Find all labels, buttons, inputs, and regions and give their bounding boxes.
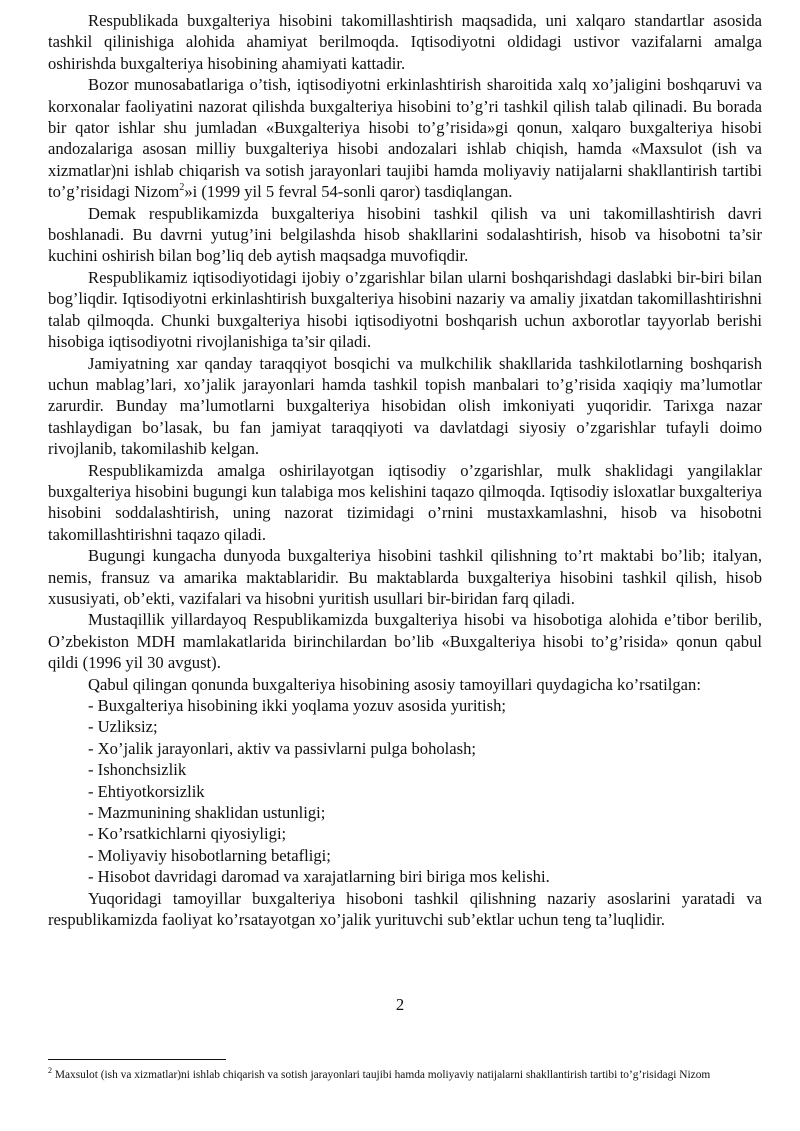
list-item: - Ko’rsatkichlarni qiyosiyligi; <box>88 824 287 844</box>
paragraph-text-continued: »i (1999 yil 5 fevral 54-sonli qaror) tasdiqlangan. <box>184 182 513 202</box>
list-item: - Buxgalteriya hisobining ikki yoqlama yozuv asosida yuritish; <box>88 696 507 715</box>
paragraph-market-transition <box>48 74 762 202</box>
list-item: - Moliyaviy hisobotlarning betafligi; <box>88 845 331 865</box>
list-item: - Uzliksiz; <box>88 717 158 737</box>
paragraph-economy: Respublikamiz iqtisodiyotidagi ijobiy o’zgarishlar bilan ularni boshqarishdagi daslabki bir-biri bilan bog’liqdir. Iqtisodiyotni erkinlashtirish buxgalteriya hisobini nazariy va amaliy jixatdan takomillashtirishni talab qilmoqda. Chunki buxgalteriya hisobi iqtisodiyotni boshqarish uchun axborotlar tayyorlab berishi hisobiga iqtisodiyotni rivojlanishiga ta’sir qiladi. <box>48 267 762 352</box>
paragraph-schools: Bugungi kungacha dunyoda buxgalteriya hisobini tashkil qilishning to’rt maktabi bo’lib; italyan, nemis, fransuz va amarika maktablaridir. Bu maktablarda buxgalteriya hisobini tashkil qilish, hisob xususiyati, ob’ekti, vazifalari va hisobni yuritish usullari bir-biridan farq qiladi. <box>48 546 762 608</box>
page-number: 2 <box>395 995 405 1014</box>
paragraph-reforms: Respublikamizda amalga oshirilayotgan iqtisodiy o’zgarishlar, mulk shaklidagi yangilaklar buxgalteriya hisobini bugungi kun talabiga mos kelishini taqazo qilmoqda. Iqtisodiy isloxatlar buxgalteriya hisobini soddalashtirish, uning nazorat tizimidagi o’rnini mustaxkamlashni, hisob va hisobotni takomillashtirishni taqazo qiladi. <box>48 460 762 544</box>
paragraph-period: Demak respublikamizda buxgalteriya hisobini tashkil qilish va uni takomillashtirish davri boshlanadi. Bu davrni yutug’ini belgilashda hisob shakllarini sodalashtirish, hisob va hisobotni ta’sir kuchini oshirish bilan bog’liq deb aytish maqsadga muvofiqdir. <box>48 203 762 266</box>
footnote-reference[interactable]: 2 <box>179 182 185 194</box>
paragraph-society: Jamiyatning xar qanday taraqqiyot bosqichi va mulkchilik shakllarida tashkilotlarning boshqarish uchun mablag’lari, xo’jalik jarayonlari hamda tashkil topish manbalari to’g’risida xaqiqiy ma’lumotlar zarurdir. Bunday ma’lumotlarni buxgalteriya hisobidan olish imkoniyati yuqoridir. Tarixga nazar tashlaydigan bo’lasak, bu fan jamiyat taraqqiyoti va davlatdagi siyosiy o’zgarishlar tufayli doimo rivojlanib, takomilashib kelgan. <box>48 353 762 459</box>
footnote-marker: 2 <box>48 1066 52 1075</box>
footnote-text: Maxsulot (ish va xizmatlar)ni ishlab chiqarish va sotish jarayonlari taujibi hamda moliyaviy natijalarni shakllantirish tartibi to’g’risidagi Nizom <box>52 1069 711 1081</box>
paragraph-intro: Respublikada buxgalteriya hisobini takomillashtirish maqsadida, uni xalqaro standartlar asosida tashkil qilinishiga alohida ahamiyat berilmoqda. Iqtisodiyotni oldidagi ustivor vazifalarni amalga oshirishda buxgalteriya hisobining ahamiyati kattadir. <box>48 11 762 73</box>
paragraph-text: Bozor munosabatlariga o’tish, iqtisodiyotni erkinlashtirish sharoitida xalq xo’jaligini boshqaruvi va korxonalar faoliyatini nazorat qilishda buxgalteriya hisobini to’g’ri tashkil qilish talab qilinadi. Bu borada bir qator ishlar shu jumladan «Buxgalteriya hisobi to’g’risida»gi qonun, xalqaro buxgalteriya hisobi andozalariga asosan milliy buxgalteriya hisobi andozalari ishlab chiqish, hamda «Maxsulot (ish va xizmatlar)ni ishlab chiqarish va sotish jarayonlari taujibi hamda moliyaviy natijalarni shakllantirish tartibi to’g’risidagi Nizom <box>48 75 762 202</box>
list-item: - Ehtiyotkorsizlik <box>88 781 205 801</box>
document-body <box>48 10 762 930</box>
footnote <box>48 1067 762 1084</box>
list-item: - Mazmunining shaklidan ustunligi; <box>88 803 326 823</box>
footnote-divider <box>48 1059 226 1060</box>
list-item: - Ishonchsizlik <box>88 760 187 780</box>
list-item: - Xo’jalik jarayonlari, aktiv va passivlarni pulga boholash; <box>88 738 477 758</box>
list-item: - Hisobot davridagi daromad va xarajatlarning biri biriga mos kelishi. <box>88 867 550 887</box>
paragraph-law-principles: Qabul qilingan qonunda buxgalteriya hisobining asosiy tamoyillari quydagicha ko’rsatilgan: <box>88 674 701 694</box>
paragraph-conclusion: Yuqoridagi tamoyillar buxgalteriya hisoboni tashkil qilishning nazariy asoslarini yaratadi va respublikamizda faoliyat ko’rsatayotgan xo’jalik yurituvchi sub’ektlar uchun teng ta’luqlidir. <box>48 888 762 930</box>
paragraph-independence: Mustaqillik yillardayoq Respublikamizda buxgalteriya hisobi va hisobotiga alohida e’tibor berilib, O’zbekiston MDH mamlakatlarida birinchilardan bo’lib «Buxgalteriya hisobi to’g’risida» qonun qabul qildi (1996 yil 30 avgust). <box>48 610 762 673</box>
principles-list <box>48 695 762 888</box>
